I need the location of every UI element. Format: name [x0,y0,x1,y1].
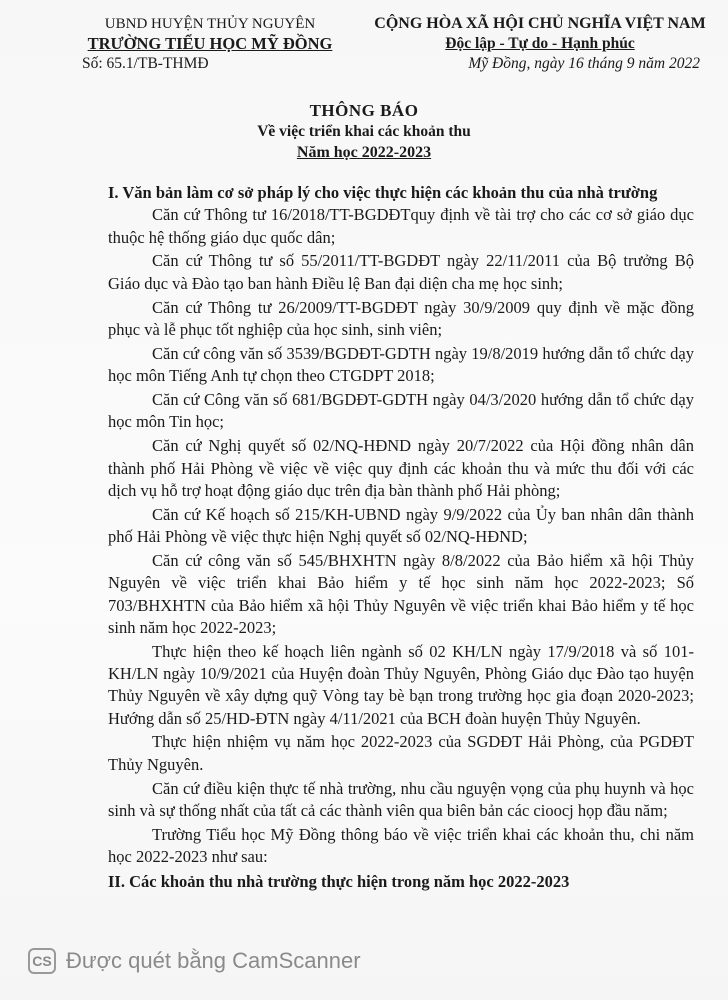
scanner-watermark [28,946,361,976]
body-paragraph: Căn cứ công văn số 3539/BGDĐT-GDTH ngày 19/8/2019 hướng dẫn tổ chức dạy học môn Tiếng Anh tự chọn theo CTGDPT 2018; [108,343,694,386]
place-date: Mỹ Đồng, ngày 16 tháng 9 năm 2022 [468,55,700,72]
body-paragraph: Căn cứ Thông tư 16/2018/TT-BGDĐTquy định về tài trợ cho các cơ sở giáo dục thuộc hệ thống giáo dục quốc dân; [108,205,694,247]
document-number: Số: 65.1/TB-THMĐ [82,55,209,72]
school-name: TRƯỜNG TIỂU HỌC MỸ ĐỒNG [87,34,333,53]
issuer-block [60,14,360,74]
body-paragraph: Căn cứ Công văn số 681/BGDĐT-GDTH ngày 04/3/2020 hướng dẫn tổ chức dạy học môn Tin học; [108,390,694,432]
section-2-heading: II. Các khoản thu nhà trường thực hiện trong năm học 2022-2023 [108,872,570,892]
document-title-block [0,100,728,163]
body-paragraph: Căn cứ điều kiện thực tế nhà trường, nhu cầu nguyện vọng của phụ huynh và học sinh và sự thống nhất của tất cả các thành viên qua biên bản các cioocj họp đầu năm; [108,778,694,820]
body-paragraph: Căn cứ Nghị quyết số 02/NQ-HĐND ngày 20/7/2022 của Hội đồng nhân dân thành phố Hải Phòng về việc về việc quy định các khoản thu và mức thu đối với các dịch vụ hỗ trợ hoạt động giáo dục trên địa bàn thành phố Hải phòng; [108,436,694,500]
nation-title: CỘNG HÒA XÃ HỘI CHỦ NGHĨA VIỆT NAM [374,15,706,32]
body-paragraph: Thực hiện theo kế hoạch liên ngành số 02 KH/LN ngày 17/9/2018 và số 101-KH/LN ngày 10/9/2021 của Huyện đoàn Thủy Nguyên, Phòng Giáo dục Đào tạo huyện Thủy Nguyên về xây dựng quỹ Vòng tay bè bạn trong trường học gia đoạn 2020-2023; Hướng dẫn số 25/HD-ĐTN ngày 4/11/2021 của BCH đoàn huyện Thủy Nguyên. [108,641,694,728]
watermark-text: Được quét bằng CamScanner [66,948,361,973]
school-year: Năm học 2022-2023 [296,144,432,161]
body-paragraph: Căn cứ Thông tư số 55/2011/TT-BGDĐT ngày 22/11/2011 của Bộ trưởng Bộ Giáo dục và Đào tạo ban hành Điều lệ Ban đại diện cha mẹ học sinh; [108,251,694,293]
document-subject: Về việc triển khai các khoản thu [257,123,471,140]
camscanner-icon: CS [28,948,56,974]
national-heading-block [352,14,728,74]
body-paragraph: Căn cứ công văn số 545/BHXHTN ngày 8/8/2022 của Bảo hiểm xã hội Thủy Nguyên về việc triển khai Bảo hiểm y tế học sinh năm học 2022-2023; Số 703/BHXHTN của Bảo hiểm xã hội Thủy Nguyên về việc triển khai Bảo hiểm y tế học sinh năm học 2022-2023; [108,550,694,637]
section-1-heading: I. Văn bản làm cơ sở pháp lý cho việc thực hiện các khoản thu của nhà trường [108,183,658,202]
body-paragraph: Trường Tiểu học Mỹ Đồng thông báo về việc triển khai các khoản thu, chi năm học 2022-2023 như sau: [108,824,694,867]
document-body [108,182,694,894]
body-paragraph: Căn cứ Kế hoạch số 215/KH-UBND ngày 9/9/2022 của Ủy ban nhân dân thành phố Hải Phòng về việc thực hiện Nghị quyết số 02/NQ-HĐND; [108,504,694,547]
body-paragraph: Căn cứ Thông tư 26/2009/TT-BGDĐT ngày 30/9/2009 quy định về mặc đồng phục và lễ phục tốt nghiệp của học sinh, sinh viên; [108,297,694,339]
body-paragraph: Thực hiện nhiệm vụ năm học 2022-2023 của SGDĐT Hải Phòng, của PGDĐT Thủy Nguyên. [108,732,694,774]
department-name: UBND HUYỆN THỦY NGUYÊN [104,16,316,32]
national-motto: Độc lập - Tự do - Hạnh phúc [445,35,635,52]
document-type: THÔNG BÁO [309,101,419,120]
